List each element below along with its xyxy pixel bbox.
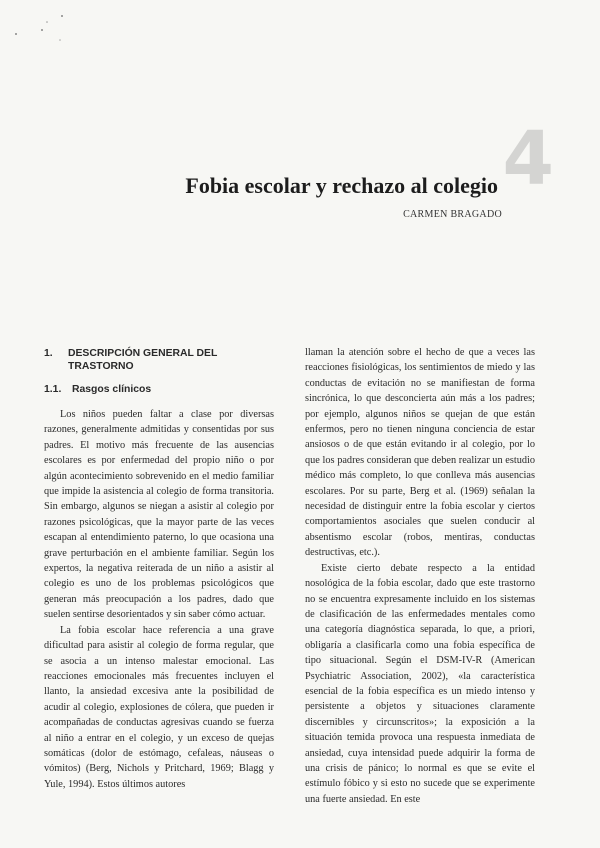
- body-paragraph: La fobia escolar hace referencia a una grave dificultad para asistir al colegio de forma regular, que se asocia a un intenso malestar emocional. Las reacciones emocionales más frecuentes incluyen el llanto, la ansiedad excesiva ante la posibilidad de acudir al colegio, explosiones de cólera, que pueden ir acompañadas de conductas agresivas cuando se fuerza al niño a entrar en el colegio, y un exceso de quejas somáticas (dolor de estómago, cefaleas, náuseas o vómitos) (Berg, Nichols y Pritchard, 1969; Blagg y Yule, 1994). Estos últimos autores: [44, 624, 274, 790]
- section-title: DESCRIPCIÓN GENERAL DEL TRASTORNO: [68, 348, 218, 372]
- left-column: [44, 345, 274, 792]
- subsection-number: 1.1.: [44, 384, 62, 395]
- section-number: 1.: [44, 348, 53, 359]
- chapter-number: 4: [502, 116, 554, 202]
- body-paragraph: Existe cierto debate respecto a la entidad nosológica de la fobia escolar, dado que este trastorno no se encuentra expresamente incluido en los sistemas de clasificación de las enfermedades mentales como una categoría diagnóstica separada, lo que, a priori, obligaría a clasificarla como una fobia específica de tipo situacional. Según el DSM-IV-R (American Psychiatric Association, 2002), «la característica esencial de la fobia específica es un miedo intenso y persistente a objetos y situaciones claramente discernibles y circunscritos»; la exposición a la situación temida provoca una respuesta inmediata de ansiedad, cuya intensidad puede adquirir la forma de una crisis de pánico; lo normal es que se evite el estímulo fóbico y si esto no sucede que se experimente una fuerte ansiedad. En este: [305, 562, 535, 805]
- subsection-heading: [44, 383, 274, 397]
- body-paragraph: Los niños pueden faltar a clase por diversas razones, generalmente admitidas y consentidas por sus padres. El motivo más frecuente de las ausencias escolares es por enfermedad del propio niño o por algún acontecimiento sobrevenido en el medio familiar que impide la asistencia al colegio de forma transitoria. Sin embargo, algunos se niegan a asistir al colegio por razones psicológicas, que la mayor parte de las veces escapan al entendimiento paterno, lo que ocasiona una grave perturbación en el ambiente familiar. Según los expertos, la negativa reiterada de un niño a asistir al colegio es uno de los problemas psicológicos que generan más preocupación a los padres, dado que suelen sentirse desorientados y sin saber cómo actuar.: [44, 409, 274, 621]
- body-paragraph: llaman la atención sobre el hecho de que a veces las reacciones fisiológicas, los sentimientos de miedo y las conductas de evitación no se manifiestan de forma sincrónica, lo que desconcierta aún más a los padres; por ejemplo, algunos niños se quejan de que están enfermos, pero no tienen ninguna conciencia de estar ansiosos o de que están evitando ir al colegio, por lo que los padres consideran que deben realizar un estudio médico más completo, lo que conlleva más ausencias escolares. Por su parte, Berg et al. (1969) señalan la necesidad de distinguir entre la fobia escolar y ciertos comportamientos asociales que suelen conducir al absentismo escolar (robos, mentiras, conductas destructivas, etc.).: [305, 347, 535, 559]
- chapter-title: Fobia escolar y rechazo al colegio: [185, 173, 498, 198]
- right-column: [305, 345, 535, 807]
- subsection-title: Rasgos clínicos: [72, 384, 152, 395]
- chapter-author: CARMEN BRAGADO: [403, 209, 502, 220]
- scan-specks: [14, 10, 74, 50]
- section-heading: [44, 348, 274, 373]
